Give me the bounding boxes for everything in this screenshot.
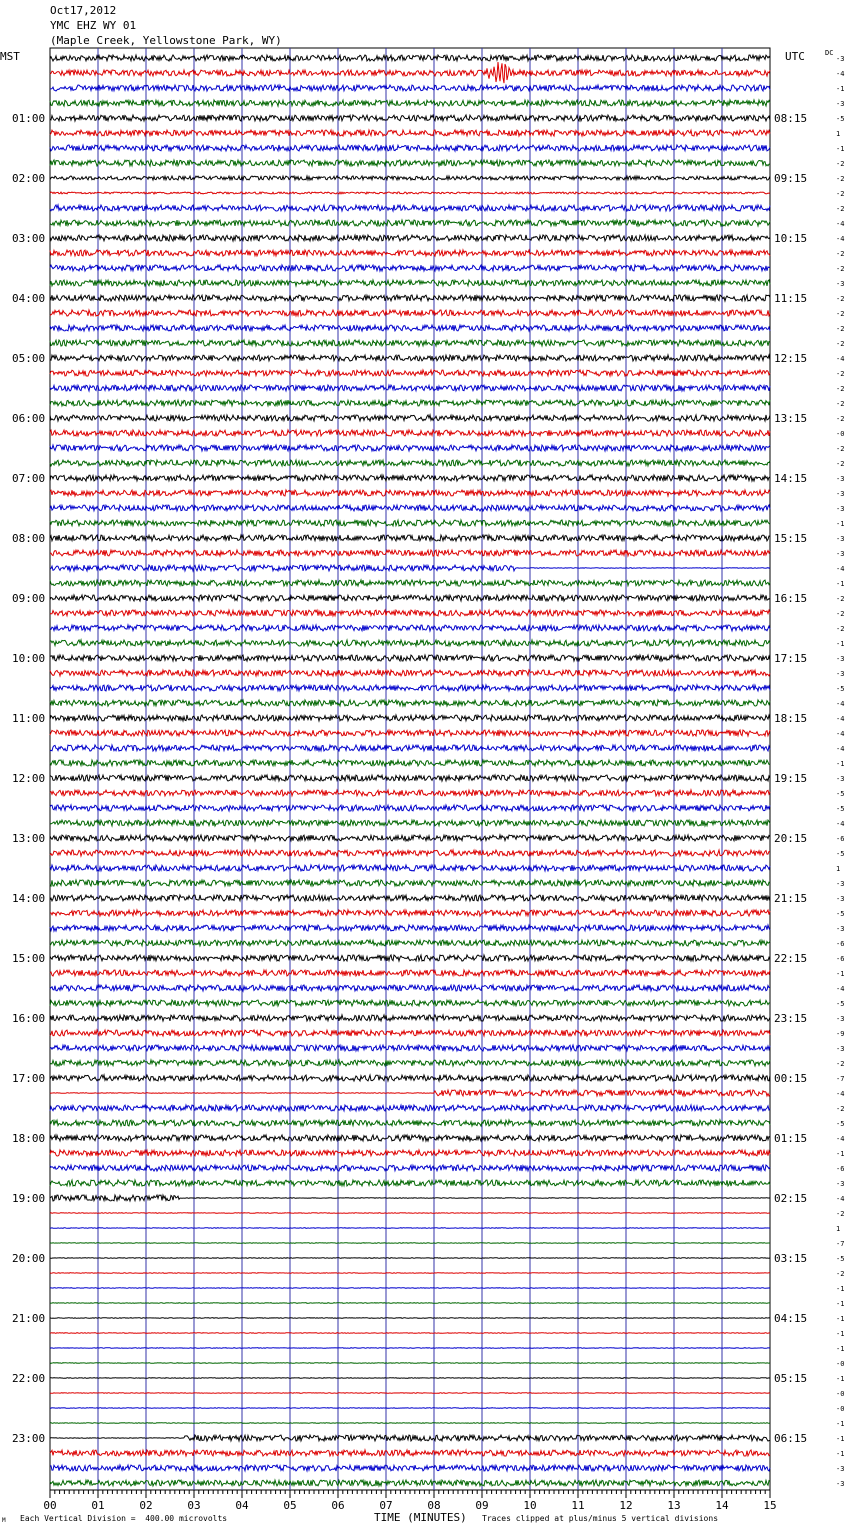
row-offset-label: -2 — [836, 1210, 845, 1218]
row-offset-label: -4 — [836, 70, 845, 78]
trace-row — [50, 1015, 770, 1021]
row-offset-label: -2 — [836, 295, 845, 303]
row-offset-label: -0 — [836, 1360, 845, 1368]
row-offset-label: -2 — [836, 415, 845, 423]
trace-row — [50, 925, 770, 931]
row-offset-label: -2 — [836, 1105, 845, 1113]
trace-row — [50, 340, 770, 346]
trace-row — [50, 295, 770, 301]
trace-row — [50, 1045, 770, 1051]
trace-row — [50, 400, 770, 406]
row-offset-label: -5 — [836, 685, 845, 693]
row-offset-label: -1 — [836, 85, 845, 93]
trace-row — [50, 176, 770, 180]
dc-offset-label: DC — [825, 49, 834, 57]
trace-row — [50, 880, 770, 886]
left-hour-label: 07:00 — [12, 472, 46, 485]
row-offset-label: -3 — [836, 490, 845, 498]
left-hour-label: 11:00 — [12, 712, 46, 725]
right-hour-label: 11:15 — [774, 292, 808, 305]
left-hour-label: 04:00 — [12, 292, 46, 305]
trace-row — [50, 1243, 770, 1244]
x-tick-label: 07 — [379, 1499, 393, 1512]
row-offset-label: -1 — [836, 1345, 845, 1353]
right-hour-label: 18:15 — [774, 712, 808, 725]
row-offset-label: -5 — [836, 1255, 845, 1263]
trace-row — [50, 355, 770, 361]
x-tick-label: 15 — [763, 1499, 777, 1512]
row-offset-label: -2 — [836, 1060, 845, 1068]
right-hour-label: 20:15 — [774, 832, 808, 845]
row-offset-label: -6 — [836, 835, 845, 843]
right-hour-label: 00:15 — [774, 1072, 808, 1085]
row-offset-label: -1 — [836, 1330, 845, 1338]
record-date: Oct17,2012 — [50, 4, 117, 17]
row-offset-label: -1 — [836, 520, 845, 528]
trace-row — [50, 310, 770, 316]
trace-row — [50, 550, 770, 556]
trace-row — [50, 505, 770, 511]
row-offset-label: -1 — [836, 1375, 845, 1383]
left-hour-label: 22:00 — [12, 1372, 46, 1385]
x-tick-label: 14 — [715, 1499, 729, 1512]
row-offset-label: -1 — [836, 970, 845, 978]
row-offset-label: 1 — [836, 865, 841, 873]
left-hour-label: 14:00 — [12, 892, 46, 905]
row-offset-label: -4 — [836, 1195, 845, 1203]
row-offset-label: -3 — [836, 55, 845, 63]
trace-row — [50, 385, 770, 391]
row-offset-label: -3 — [836, 655, 845, 663]
row-offset-label: -6 — [836, 955, 845, 963]
row-offset-label: -0 — [836, 430, 845, 438]
left-hour-label: 19:00 — [12, 1192, 46, 1205]
x-tick-label: 12 — [619, 1499, 633, 1512]
trace-row — [50, 895, 770, 901]
station-code: YMC EHZ WY 01 — [50, 19, 137, 32]
left-hour-label: 12:00 — [12, 772, 46, 785]
trace-row — [50, 520, 770, 526]
trace-row — [50, 1378, 770, 1379]
row-offset-label: -2 — [836, 610, 845, 618]
row-offset-label: -3 — [836, 925, 845, 933]
trace-row — [50, 235, 770, 241]
row-offset-label: -3 — [836, 670, 845, 678]
trace-row — [50, 970, 770, 976]
row-offset-label: -2 — [836, 625, 845, 633]
left-hour-label: 17:00 — [12, 1072, 46, 1085]
right-timezone-label: UTC — [785, 50, 805, 63]
trace-row — [50, 1465, 770, 1471]
row-offset-label: -2 — [836, 160, 845, 168]
trace-row — [50, 1288, 770, 1289]
trace-row — [50, 910, 770, 916]
x-axis-title: TIME (MINUTES) — [374, 1511, 467, 1524]
row-offset-label: -1 — [836, 145, 845, 153]
row-offset-label: -4 — [836, 820, 845, 828]
row-offset-label: -2 — [836, 190, 845, 198]
row-offset-label: -1 — [836, 640, 845, 648]
trace-row — [50, 1195, 770, 1201]
row-offset-label: -2 — [836, 400, 845, 408]
right-hour-label: 17:15 — [774, 652, 808, 665]
x-tick-label: 11 — [571, 1499, 585, 1512]
row-offset-label: -4 — [836, 730, 845, 738]
row-offset-label: -4 — [836, 700, 845, 708]
trace-row — [50, 415, 770, 421]
trace-row — [50, 130, 770, 136]
trace-row — [50, 760, 770, 766]
right-hour-label: 21:15 — [774, 892, 808, 905]
trace-row — [50, 145, 770, 151]
row-offset-label: -4 — [836, 220, 845, 228]
row-offset-label: -5 — [836, 790, 845, 798]
row-offset-label: -3 — [836, 1180, 845, 1188]
trace-row — [50, 745, 770, 751]
trace-row — [50, 1075, 770, 1081]
right-hour-label: 13:15 — [774, 412, 808, 425]
row-offset-label: -3 — [836, 775, 845, 783]
x-tick-label: 13 — [667, 1499, 681, 1512]
trace-row — [50, 445, 770, 451]
trace-row — [50, 1180, 770, 1186]
left-hour-label: 13:00 — [12, 832, 46, 845]
station-location: (Maple Creek, Yellowstone Park, WY) — [50, 34, 282, 47]
row-offset-label: -2 — [836, 205, 845, 213]
row-offset-label: -2 — [836, 595, 845, 603]
right-hour-label: 06:15 — [774, 1432, 808, 1445]
row-offset-label: -2 — [836, 175, 845, 183]
right-hour-label: 09:15 — [774, 172, 808, 185]
row-offset-label: -3 — [836, 100, 845, 108]
trace-row — [50, 55, 770, 61]
right-hour-label: 23:15 — [774, 1012, 808, 1025]
row-offset-label: -4 — [836, 985, 845, 993]
clip-note: Traces clipped at plus/minus 5 vertical divisions — [482, 1514, 719, 1523]
trace-row — [50, 62, 770, 83]
left-hour-label: 16:00 — [12, 1012, 46, 1025]
trace-row — [50, 100, 770, 106]
trace-row — [50, 1090, 770, 1096]
trace-row — [50, 580, 770, 586]
trace-row — [50, 805, 770, 811]
trace-row — [50, 265, 770, 271]
row-offset-label: -6 — [836, 940, 845, 948]
trace-row — [50, 1150, 770, 1156]
trace-row — [50, 955, 770, 961]
right-hour-label: 04:15 — [774, 1312, 808, 1325]
trace-row — [50, 1060, 770, 1066]
row-offset-label: -1 — [836, 580, 845, 588]
left-timezone-label: MST — [0, 50, 20, 63]
trace-row — [50, 1363, 770, 1364]
row-offset-label: -5 — [836, 1000, 845, 1008]
row-offset-label: 1 — [836, 1225, 841, 1233]
trace-row — [50, 1303, 770, 1304]
left-hour-label: 01:00 — [12, 112, 46, 125]
trace-row — [50, 670, 770, 676]
row-offset-label: -3 — [836, 895, 845, 903]
row-offset-label: -5 — [836, 115, 845, 123]
right-hour-label: 08:15 — [774, 112, 808, 125]
right-hour-label: 19:15 — [774, 772, 808, 785]
row-offset-label: -1 — [836, 1285, 845, 1293]
x-tick-label: 09 — [475, 1499, 489, 1512]
trace-row — [50, 700, 770, 706]
trace-row — [50, 205, 770, 211]
row-offset-label: -4 — [836, 745, 845, 753]
trace-row — [50, 640, 770, 646]
x-tick-label: 05 — [283, 1499, 297, 1512]
trace-row — [50, 1120, 770, 1126]
row-offset-label: -2 — [836, 445, 845, 453]
row-offset-label: -2 — [836, 265, 845, 273]
right-hour-label: 12:15 — [774, 352, 808, 365]
row-offset-label: -1 — [836, 1450, 845, 1458]
row-offset-label: -5 — [836, 910, 845, 918]
row-offset-label: -3 — [836, 1015, 845, 1023]
left-hour-label: 02:00 — [12, 172, 46, 185]
row-offset-label: -1 — [836, 1315, 845, 1323]
trace-row — [50, 940, 770, 946]
x-tick-label: 06 — [331, 1499, 345, 1512]
scale-note: Each Vertical Division = 400.00 microvolts — [20, 1514, 228, 1523]
row-offset-label: -1 — [836, 760, 845, 768]
left-hour-label: 23:00 — [12, 1432, 46, 1445]
right-hour-label: 16:15 — [774, 592, 808, 605]
trace-row — [50, 730, 770, 736]
row-offset-label: -3 — [836, 475, 845, 483]
row-offset-label: -2 — [836, 460, 845, 468]
x-tick-label: 02 — [139, 1499, 153, 1512]
trace-row — [50, 715, 770, 721]
left-hour-label: 20:00 — [12, 1252, 46, 1265]
row-offset-label: -9 — [836, 1030, 845, 1038]
trace-row — [50, 1135, 770, 1141]
row-offset-label: -2 — [836, 370, 845, 378]
trace-row — [50, 115, 770, 121]
row-offset-label: -0 — [836, 1405, 845, 1413]
left-hour-label: 10:00 — [12, 652, 46, 665]
left-hour-label: 03:00 — [12, 232, 46, 245]
x-tick-label: 04 — [235, 1499, 249, 1512]
trace-row — [50, 490, 770, 496]
trace-row — [50, 985, 770, 991]
trace-row — [50, 1333, 770, 1334]
row-offset-label: -6 — [836, 1165, 845, 1173]
row-offset-label: -3 — [836, 1480, 845, 1488]
trace-row — [50, 192, 770, 194]
trace-row — [50, 625, 770, 631]
trace-row — [50, 1393, 770, 1394]
row-offset-label: -1 — [836, 1420, 845, 1428]
row-offset-label: -4 — [836, 715, 845, 723]
row-offset-label: -4 — [836, 355, 845, 363]
trace-row — [50, 1480, 770, 1486]
trace-row — [50, 685, 770, 691]
row-offset-label: -2 — [836, 1270, 845, 1278]
x-tick-label: 10 — [523, 1499, 537, 1512]
trace-row — [50, 1030, 770, 1036]
row-offset-label: -3 — [836, 1045, 845, 1053]
row-offset-label: -1 — [836, 1150, 845, 1158]
row-offset-label: -7 — [836, 1075, 845, 1083]
trace-row — [50, 565, 770, 571]
right-hour-label: 22:15 — [774, 952, 808, 965]
trace-row — [50, 430, 770, 436]
left-hour-label: 21:00 — [12, 1312, 46, 1325]
trace-row — [50, 865, 770, 871]
row-offset-label: -3 — [836, 535, 845, 543]
right-hour-label: 10:15 — [774, 232, 808, 245]
trace-row — [50, 1435, 770, 1441]
trace-row — [50, 250, 770, 256]
row-offset-label: -3 — [836, 505, 845, 513]
x-tick-label: 03 — [187, 1499, 201, 1512]
trace-row — [50, 1105, 770, 1111]
row-offset-label: -7 — [836, 1240, 845, 1248]
right-hour-label: 15:15 — [774, 532, 808, 545]
row-offset-label: -3 — [836, 1465, 845, 1473]
trace-row — [50, 85, 770, 91]
row-offset-label: -3 — [836, 880, 845, 888]
row-offset-label: -4 — [836, 1090, 845, 1098]
row-offset-label: -5 — [836, 805, 845, 813]
row-offset-label: -0 — [836, 1390, 845, 1398]
left-hour-label: 05:00 — [12, 352, 46, 365]
trace-row — [50, 1165, 770, 1171]
trace-row — [50, 1348, 770, 1349]
left-hour-label: 18:00 — [12, 1132, 46, 1145]
row-offset-label: -3 — [836, 280, 845, 288]
x-tick-label: 00 — [43, 1499, 57, 1512]
scale-mark: M — [2, 1517, 6, 1524]
trace-row — [50, 850, 770, 856]
left-hour-label: 15:00 — [12, 952, 46, 965]
trace-row — [50, 1408, 770, 1409]
trace-row — [50, 220, 770, 226]
row-offset-label: -4 — [836, 565, 845, 573]
right-hour-label: 05:15 — [774, 1372, 808, 1385]
left-hour-label: 06:00 — [12, 412, 46, 425]
row-offset-label: -2 — [836, 310, 845, 318]
row-offset-label: -2 — [836, 325, 845, 333]
trace-row — [50, 160, 770, 166]
row-offset-label: -2 — [836, 385, 845, 393]
trace-row — [50, 1318, 770, 1319]
right-hour-label: 14:15 — [774, 472, 808, 485]
row-offset-label: -1 — [836, 1300, 845, 1308]
x-tick-label: 01 — [91, 1499, 105, 1512]
trace-row — [50, 1258, 770, 1259]
trace-row — [50, 610, 770, 616]
trace-row — [50, 1423, 770, 1424]
trace-row — [50, 595, 770, 601]
trace-row — [50, 1000, 770, 1006]
trace-row — [50, 1273, 770, 1274]
row-offset-label: -5 — [836, 850, 845, 858]
trace-row — [50, 835, 770, 841]
row-offset-label: 1 — [836, 130, 841, 138]
trace-row — [50, 460, 770, 466]
right-hour-label: 02:15 — [774, 1192, 808, 1205]
row-offset-label: -2 — [836, 340, 845, 348]
trace-row — [50, 1228, 770, 1229]
trace-row — [50, 535, 770, 541]
row-offset-label: -4 — [836, 235, 845, 243]
left-hour-label: 08:00 — [12, 532, 46, 545]
trace-row — [50, 1450, 770, 1456]
trace-row — [50, 280, 770, 286]
row-offset-label: -2 — [836, 250, 845, 258]
trace-row — [50, 775, 770, 781]
trace-row — [50, 1213, 770, 1214]
row-offset-label: -4 — [836, 1135, 845, 1143]
trace-row — [50, 820, 770, 826]
trace-row — [50, 325, 770, 331]
row-offset-label: -3 — [836, 550, 845, 558]
x-tick-label: 08 — [427, 1499, 441, 1512]
trace-row — [50, 370, 770, 376]
row-offset-label: -1 — [836, 1435, 845, 1443]
trace-row — [50, 790, 770, 796]
row-offset-label: -5 — [836, 1120, 845, 1128]
trace-row — [50, 655, 770, 661]
left-hour-label: 09:00 — [12, 592, 46, 605]
right-hour-label: 03:15 — [774, 1252, 808, 1265]
right-hour-label: 01:15 — [774, 1132, 808, 1145]
trace-row — [50, 475, 770, 481]
